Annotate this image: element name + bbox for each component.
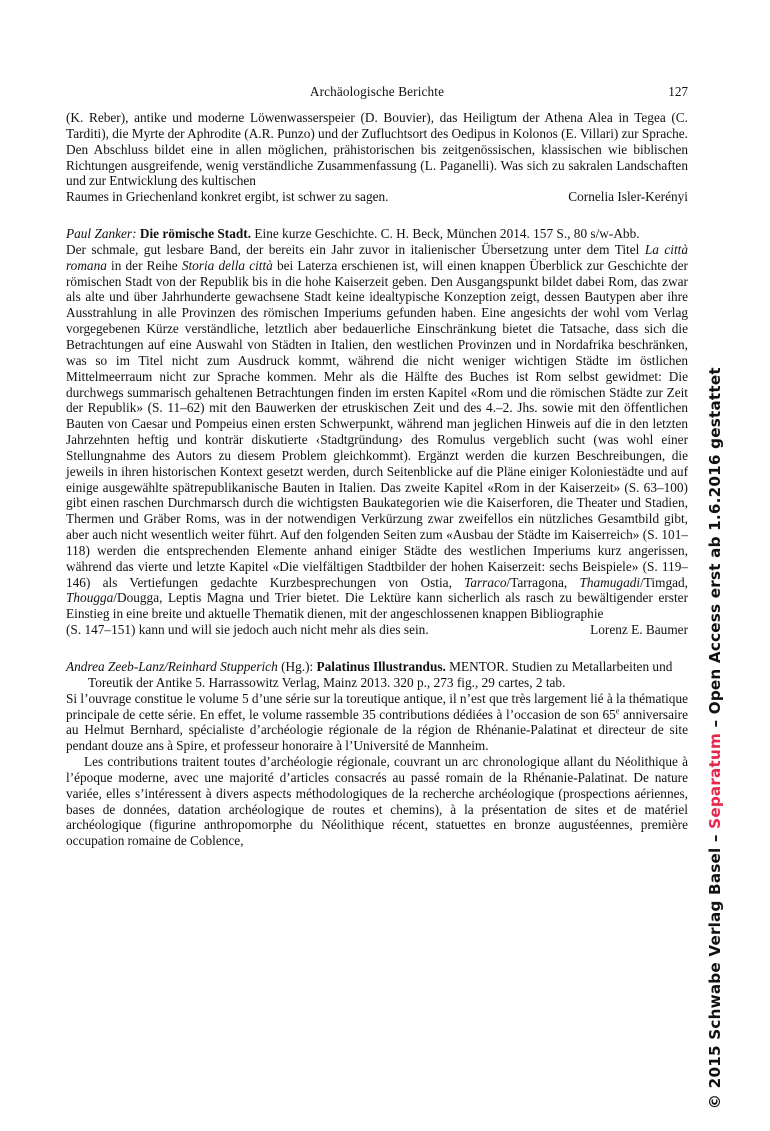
section-gap [66, 205, 688, 226]
review-1-tail-paragraph [66, 110, 688, 189]
review-2-text-c: bei Laterza erschienen ist, will einen knappen Überblick zur Geschichte der römischen Stadt von der Republik bis in die hohe Kaiserzeit geben. Den Ausgangspunkt bildet dabei Rom, das zwar als alte und über Jahrhunderte gewachsene Stadt keine idealtypische Konzeption zeigt, dessen Bautypen aber ihre Ausstrahlung in alle Provinzen des römischen Imperiums gefunden haben. Eine angesichts der wohl vom Verlag vorgegebenen Kürze verständliche, letztlich aber bedauerliche Einschränkung bietet die Tatsache, dass sich die Betrachtungen auf eine Auswahl von Städten in Italien, den westlichen Provinzen und in Nordafrika beschränken, was so im Titel nicht zum Ausdruck kommt, während die nicht weniger wichtigen Städte im östlichen Mittelmeerraum nicht zur Sprache kommen. Mehr als die Hälfte des Buches ist Rom selbst gewidmet: Die durchwegs summarisch gehaltenen Betrachtungen finden im ersten Kapitel «Rom und die römischen Städte zur Zeit der Republik» (S. 11–62) mit den Bauwerken der etruskischen Zeit und des 4.–2. Jhs. sowie mit den öffentlichen Bauten von Caesar und Pompeius einen ersten Schwerpunkt, während man jeglichen Hinweis auf die in den letzten Jahrzehnten heftig und konträr diskutierte ‹Stadtgründung› des Romulus vergeblich sucht (was wohl einer Stellungnahme des Autors zu diesem Problem gleichkommt). Ergänzt werden die kurzen Beschreibungen, die jeweils in ihren historischen Kontext gesetzt werden, durch Seitenblicke auf die Pläne einiger Koloniestädte und auf einige ausgewählte spätrepublikanische Bauten in Italien. Das zweite Kapitel «Rom in der Kaiserzeit» (S. 63–100) gibt einen raschen Durchmarsch durch die wichtigsten Baukategorien wie die Kaiserforen, die Theater und Stadien, Thermen und Gräber Roms, was in der notwendigen Verkürzung zwar zweifellos ein nützliches Gesamtbild gibt, aber auch nicht wesentlich weiter führt. Auf den folgenden Seiten zum «Ausbau der Städte im Kaiserreich» (S. 101–118) werden die entsprechenden Elemente anhand einiger Städte des westlichen Imperiums kurz angerissen, während das vierte und letzte Kapitel «Die vielfältigen Stadtbilder der hohen Kaiserzeit: sechs Beispiele» (S. 119–146) als Vertiefungen gedachte Kurzbesprechungen von Ostia, [66, 257, 688, 590]
review-2-signature: Lorenz E. Baumer [590, 622, 688, 638]
copyright-suffix: – Open Access erst ab 1.6.2016 gestattet [705, 367, 724, 733]
separatum-label: Separatum [705, 732, 724, 829]
review-2-italic-4: Thamugadi [579, 574, 641, 590]
running-head [66, 84, 688, 104]
review-2-heading-title: Die römische Stadt. [139, 226, 252, 242]
review-3-text-a: Si l’ouvrage constitue le volume 5 d’une série sur la toreutique antique, il n’est que très largement lié à la thématique principale de cette série. En effet, le volume rassemble 35 contributions dédiées à l’occasion de son 65 [66, 690, 688, 722]
review-2-last-line [66, 622, 688, 638]
review-2-heading-author: Paul Zanker: [66, 226, 137, 242]
review-3-paragraph-1 [66, 691, 688, 754]
review-1-last-line-text: Raumes in Griechenland konkret ergibt, ist schwer zu sagen. [66, 189, 389, 205]
review-1-tail-text: (K. Reber), antike und moderne Löwenwasserspeier (D. Bouvier), das Heiligtum der Athena Alea in Tegea (C. Tarditi), die Myrte der Aphrodite (A.R. Punzo) und der Zufluchtsort des Oedipus in Kolonos (E. Villari) zur Sprache. Den Abschluss bildet eine in allen möglichen, prähistorischen bis zeitgenössischen, klassischen wie biblischen Richtungen ausgreifende, wenig verständliche Zusammenfassung (L. Paganelli). Was sich zu sakralen Landschaften und zur Entwicklung des kultischen [66, 110, 688, 189]
review-2-text-e: /Timgad, [640, 574, 688, 590]
section-gap-2 [66, 638, 688, 659]
review-1-signature: Cornelia Isler-Kerényi [568, 189, 688, 205]
review-3-superscript-e: e [615, 706, 620, 716]
copyright-sidebar-text [705, 367, 724, 1109]
review-3-heading-author: Andrea Zeeb-Lanz/Reinhard Stupperich [66, 659, 278, 674]
review-2-heading-rest: Eine kurze Geschichte. C. H. Beck, München 2014. 157 S., 80 s/w-Abb. [251, 226, 640, 242]
review-3-text-c: Les contributions traitent toutes d’archéologie régionale, couvrant un arc chronologique allant du Néolithique à l’époque moderne, avec une majorité d’articles consacrés au passé romain de la Rhénanie-Palatinat. De nature variée, elles s’intéressent à divers aspects méthodologiques de la recherche archéologique (prospections aériennes, bases de données, datation archéologique de routes et chemins), à la présentation de sites et de matériel archéologique (figurine anthropomorphe du Néolithique récent, statuettes en bronze augustéennes, première occupation romaine de Coblence, [66, 754, 688, 849]
review-2-italic-2: Storia della città [181, 257, 273, 273]
review-2-italic-3: Tarraco [464, 574, 507, 590]
text-column [66, 110, 688, 849]
page-number: 127 [668, 84, 688, 99]
review-2-text-a: Der schmale, gut lesbare Band, der bereits ein Jahr zuvor in italienischer Übersetzung unter dem Titel [66, 241, 645, 257]
copyright-prefix: © 2015 Schwabe Verlag Basel – [705, 828, 724, 1109]
running-head-title: Archäologische Berichte [309, 84, 445, 99]
review-1-last-line [66, 189, 688, 205]
review-3-text-b: anniversaire au Helmut Bernhard, spécialiste d’archéologie régionale de la région de Rhénanie-Palatinat et directeur de site pendant douze ans à Spire, et professeur honoraire à l’Université de Mannheim. [66, 706, 689, 754]
review-2-text-f: /Dougga, Leptis Magna und Trier bietet. Die Lektüre kann sicherlich als rasch zu bewältigender erster Einstieg in eine breite und aktuelle Thematik dienen, mit der angeschlossenen knappen Bibliographie [66, 590, 688, 622]
review-2-italic-5: Thougga [66, 590, 114, 606]
review-3-paragraph-2 [66, 754, 688, 849]
review-2-text-d: /Tarragona, [506, 574, 580, 590]
review-3-heading-title: Palatinus Illustrandus. [316, 659, 446, 674]
review-2-paragraph [66, 242, 688, 622]
review-2-last-line-text: (S. 147–151) kann und will sie jedoch auch nicht mehr als dies sein. [66, 622, 429, 638]
review-2-italic-1: La città romana [66, 241, 688, 273]
review-3-heading-rest: MENTOR. Studien zu Metallarbeiten und Toreutik der Antike 5. Harrassowitz Verlag, Mainz 2013. 320 p., 273 fig., 29 cartes, 2 tab. [88, 659, 673, 690]
review-2-heading [66, 226, 688, 242]
review-3-heading [66, 659, 688, 691]
review-2-text-b: in der Reihe [106, 257, 182, 273]
review-3-heading-editor: (Hg.): [277, 659, 317, 674]
copyright-sidebar [703, 0, 743, 1131]
